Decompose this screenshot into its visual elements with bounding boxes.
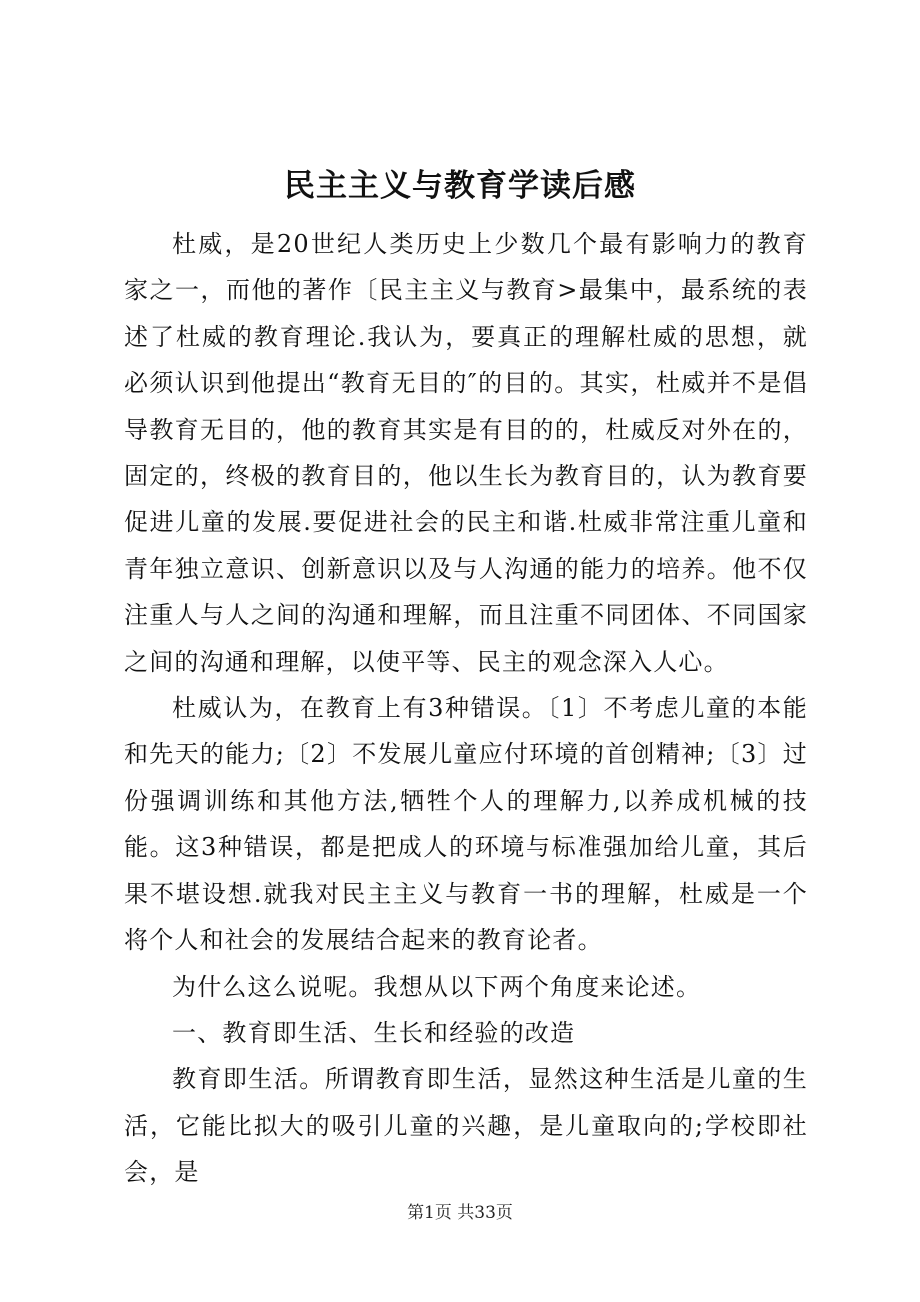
page-number: 第1页 共33页 (407, 1203, 513, 1223)
document-title: 民主主义与教育学读后感 (284, 168, 636, 204)
paragraph-4: 教育即生活。所谓教育即生活，显然这种生活是儿童的生活，它能比拟大的吸引儿童的兴趣，是儿童取向的;学校即社会，是 (124, 1065, 808, 1187)
page-footer (0, 1198, 920, 1223)
paragraph-2: 杜威认为，在教育上有3种错误。〔1〕不考虑儿童的本能和先天的能力;〔2〕不发展儿童应付环境的首创精神;〔3〕过份强调训练和其他方法,牺牲个人的理解力,以养成机械的技能。这3种错误，都是把成人的环境与标准强加给儿童，其后果不堪设想.就我对民主主义与教育一书的理解，杜威是一个将个人和社会的发展结合起来的教育论者。 (124, 694, 808, 955)
section-heading: 一、教育即生活、生长和经验的改造 (172, 1018, 576, 1047)
document-body (124, 221, 808, 1196)
paragraph-1: 杜威，是20世纪人类历史上少数几个最有影响力的教育家之一，而他的著作〔民主主义与教育>最集中，最系统的表述了杜威的教育理论.我认为，要真正的理解杜威的思想，就必须认识到他提出“教育无目的″的目的。其实，杜威并不是倡导教育无目的，他的教育其实是有目的的，杜威反对外在的，固定的，终极的教育目的，他以生长为教育目的，认为教育要促进儿童的发展.要促进社会的民主和谐.杜威非常注重儿童和青年独立意识、创新意识以及与人沟通的能力的培养。他不仅注重人与人之间的沟通和理解，而且注重不同团体、不同国家之间的沟通和理解，以使平等、民主的观念深入人心。 (124, 230, 808, 676)
paragraph-3: 为什么这么说呢。我想从以下两个角度来论述。 (172, 972, 702, 1001)
